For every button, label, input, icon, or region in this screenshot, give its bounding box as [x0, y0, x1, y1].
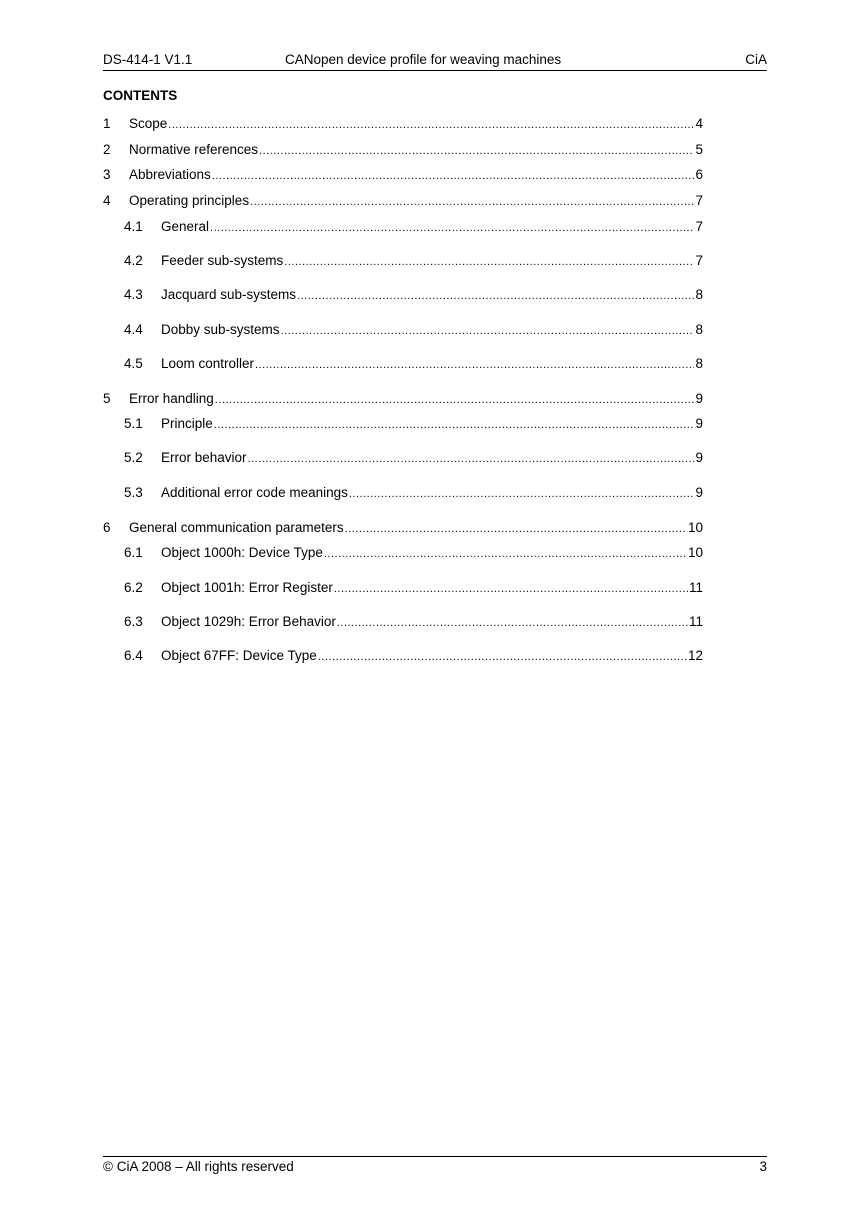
toc-entry-page: 7 [695, 219, 703, 234]
toc-entry-page: 9 [695, 416, 703, 431]
toc-dot-leader [168, 119, 694, 131]
toc-entry-label: Object 1029h: Error Behavior [161, 614, 336, 629]
toc-dot-leader [337, 617, 688, 629]
toc-entry-number: 6 [103, 520, 111, 535]
toc-subsection-entry[interactable] [124, 485, 703, 503]
toc-entry-page: 10 [687, 545, 703, 560]
toc-entry-number: 6.2 [124, 580, 143, 595]
toc-dot-leader [324, 548, 687, 560]
toc-entry-page: 12 [687, 648, 703, 663]
toc-entry-page: 10 [687, 520, 703, 535]
toc-entry-page: 11 [688, 614, 703, 629]
toc-subsection-entry[interactable] [124, 450, 703, 468]
toc-entry-label: Principle [161, 416, 213, 431]
toc-entry-page: 9 [695, 391, 703, 406]
toc-entry-label: Object 1001h: Error Register [161, 580, 333, 595]
toc-heading: CONTENTS [103, 88, 178, 103]
toc-subsection-entry[interactable] [124, 580, 703, 598]
toc-subsection-entry[interactable] [124, 545, 703, 563]
toc-entry-label: Abbreviations [129, 167, 211, 182]
toc-entry-page: 7 [695, 193, 703, 208]
toc-entry-page: 9 [695, 450, 703, 465]
toc-entry-page: 8 [695, 322, 703, 337]
toc-section-entry[interactable] [103, 116, 703, 134]
toc-entry-number: 5.1 [124, 416, 143, 431]
toc-entry-number: 1 [103, 116, 111, 131]
toc-dot-leader [284, 256, 694, 268]
toc-section-entry[interactable] [103, 167, 703, 185]
toc-entry-number: 3 [103, 167, 111, 182]
toc-dot-leader [214, 419, 695, 431]
toc-entry-number: 4.1 [124, 219, 143, 234]
toc-dot-leader [349, 488, 695, 500]
toc-entry-label: Error handling [129, 391, 214, 406]
toc-subsection-entry[interactable] [124, 614, 703, 632]
toc-subsection-entry[interactable] [124, 356, 703, 374]
toc-entry-number: 4.3 [124, 287, 143, 302]
toc-dot-leader [255, 359, 694, 371]
copyright-notice: © CiA 2008 – All rights reserved [103, 1159, 294, 1174]
toc-entry-page: 11 [688, 580, 703, 595]
toc-entry-number: 2 [103, 142, 111, 157]
toc-dot-leader [345, 523, 687, 535]
toc-dot-leader [318, 651, 687, 663]
toc-subsection-entry[interactable] [124, 648, 703, 666]
toc-entry-page: 8 [695, 287, 703, 302]
toc-subsection-entry[interactable] [124, 416, 703, 434]
toc-section-entry[interactable] [103, 193, 703, 211]
document-id: DS-414-1 V1.1 [103, 52, 193, 67]
page-number: 3 [759, 1159, 767, 1174]
toc-entry-page: 4 [695, 116, 703, 131]
toc-entry-number: 4.4 [124, 322, 143, 337]
page-header [103, 52, 767, 71]
toc-entry-label: Loom controller [161, 356, 255, 371]
toc-dot-leader [259, 145, 694, 157]
toc-dot-leader [297, 290, 694, 302]
toc-entry-number: 5.2 [124, 450, 143, 465]
toc-entry-number: 6.1 [124, 545, 143, 560]
toc-dot-leader [248, 453, 695, 465]
toc-dot-leader [212, 170, 695, 182]
toc-entry-label: Operating principles [129, 193, 250, 208]
toc-entry-label: Object 1000h: Device Type [161, 545, 323, 560]
toc-dot-leader [215, 394, 695, 406]
toc-dot-leader [281, 325, 695, 337]
toc-entry-page: 8 [695, 356, 703, 371]
toc-section-entry[interactable] [103, 520, 703, 538]
page-footer [103, 1156, 767, 1177]
toc-dot-leader [334, 583, 688, 595]
toc-section-entry[interactable] [103, 391, 703, 409]
toc-entry-page: 5 [695, 142, 703, 157]
toc-entry-label: Additional error code meanings [161, 485, 348, 500]
toc-entry-label: Feeder sub-systems [161, 253, 284, 268]
toc-entry-number: 4.2 [124, 253, 143, 268]
toc-entry-number: 6.3 [124, 614, 143, 629]
toc-section-entry[interactable] [103, 142, 703, 160]
toc-entry-label: Object 67FF: Device Type [161, 648, 317, 663]
toc-entry-label: Error behavior [161, 450, 247, 465]
toc-entry-label: General communication parameters [129, 520, 344, 535]
document-title: CANopen device profile for weaving machines [285, 52, 562, 67]
toc-entry-page: 9 [695, 485, 703, 500]
toc-subsection-entry[interactable] [124, 253, 703, 271]
toc-entry-label: Normative references [129, 142, 259, 157]
toc-entry-label: Jacquard sub-systems [161, 287, 297, 302]
toc-subsection-entry[interactable] [124, 322, 703, 340]
toc-entry-label: General [161, 219, 210, 234]
toc-entry-label: Scope [129, 116, 168, 131]
organization-name: CiA [745, 52, 767, 67]
toc-entry-number: 5 [103, 391, 111, 406]
toc-dot-leader [210, 222, 694, 234]
toc-entry-number: 4.5 [124, 356, 143, 371]
toc-entry-page: 7 [695, 253, 703, 268]
toc-entry-number: 6.4 [124, 648, 143, 663]
toc-entry-page: 6 [695, 167, 703, 182]
toc-entry-number: 4 [103, 193, 111, 208]
toc-subsection-entry[interactable] [124, 287, 703, 305]
toc-dot-leader [250, 196, 694, 208]
toc-entry-label: Dobby sub-systems [161, 322, 280, 337]
toc-subsection-entry[interactable] [124, 219, 703, 237]
toc-entry-number: 5.3 [124, 485, 143, 500]
